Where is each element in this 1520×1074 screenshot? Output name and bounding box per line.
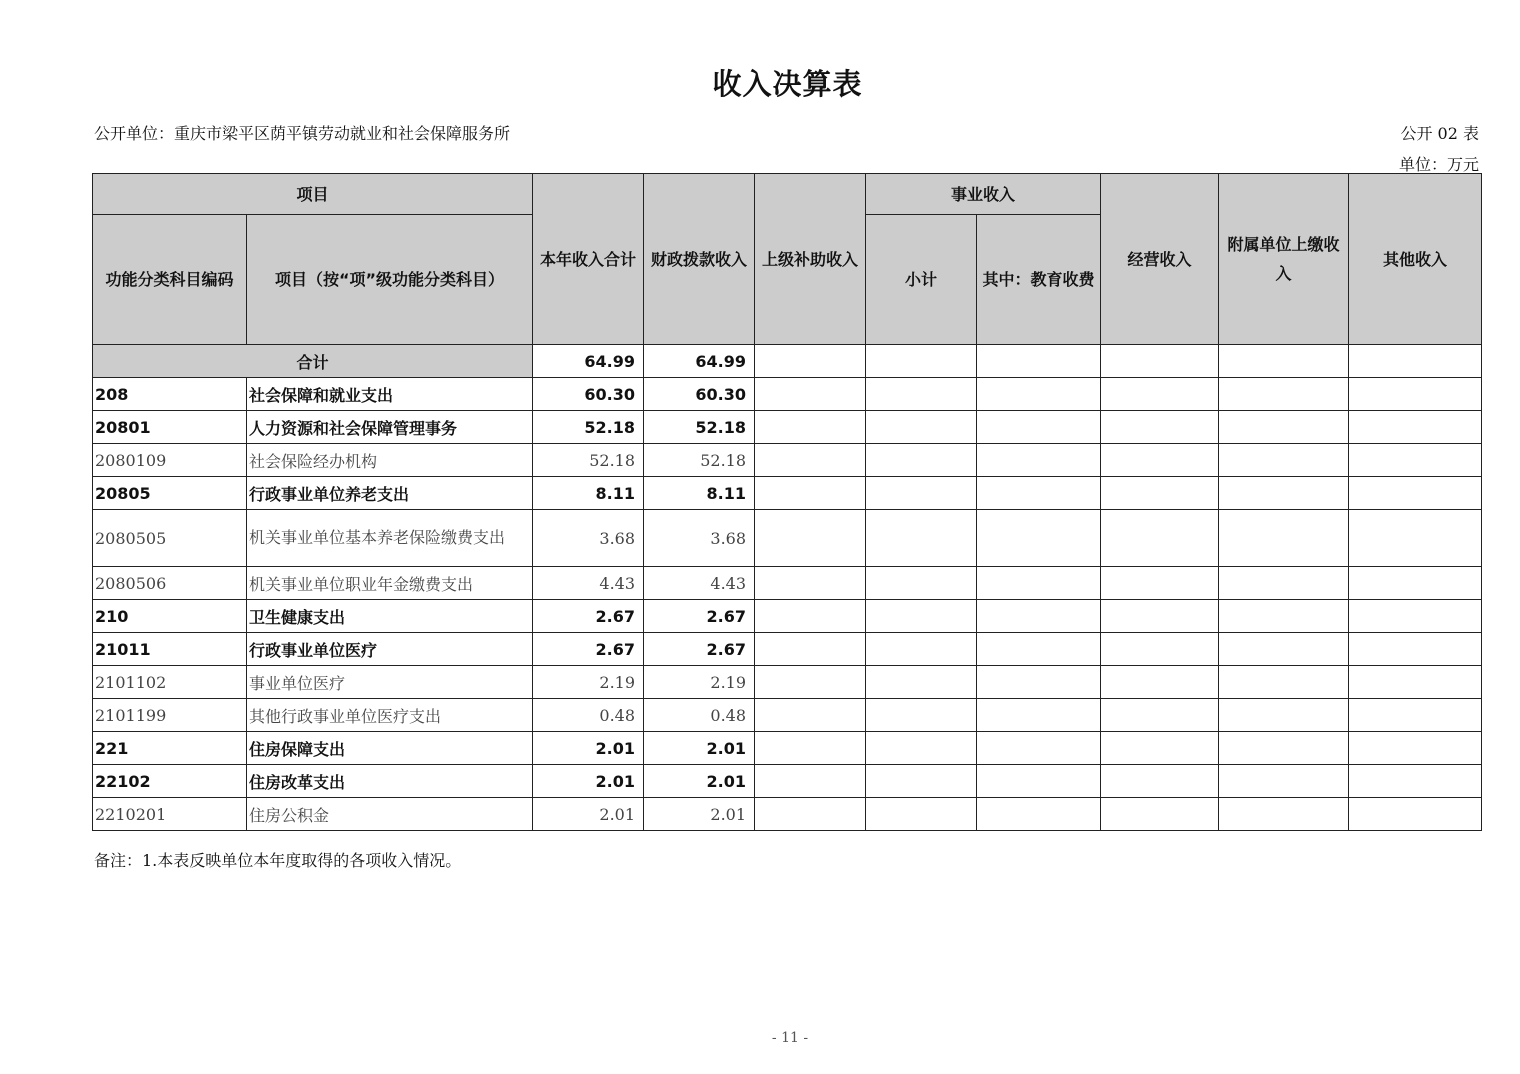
page-title: 收入决算表 (712, 67, 863, 101)
header-affiliate: 附属单位上缴收入 (1219, 174, 1349, 345)
table-row (93, 477, 1482, 510)
row-name: 行政事业单位养老支出 (247, 477, 533, 510)
row-code: 221 (93, 732, 247, 765)
row-name: 住房改革支出 (247, 765, 533, 798)
row-fiscal: 60.30 (644, 378, 755, 411)
table-row (93, 798, 1482, 831)
row-total: 2.67 (533, 633, 644, 666)
row-name: 住房公积金 (247, 798, 533, 831)
table-row (93, 567, 1482, 600)
row-total: 52.18 (533, 411, 644, 444)
row-name: 社会保险经办机构 (247, 444, 533, 477)
header-operating: 经营收入 (1101, 174, 1219, 345)
row-fiscal: 52.18 (644, 444, 755, 477)
total-total: 64.99 (533, 345, 644, 378)
row-fiscal: 4.43 (644, 567, 755, 600)
row-code: 2080505 (93, 510, 247, 567)
total-label: 合计 (93, 345, 533, 378)
row-fiscal: 2.67 (644, 633, 755, 666)
row-name: 人力资源和社会保障管理事务 (247, 411, 533, 444)
row-total: 2.01 (533, 732, 644, 765)
table-row (93, 765, 1482, 798)
table-row (93, 699, 1482, 732)
row-total: 8.11 (533, 477, 644, 510)
header-superior: 上级补助收入 (755, 174, 866, 345)
row-code: 2210201 (93, 798, 247, 831)
table-row (93, 732, 1482, 765)
row-name: 机关事业单位职业年金缴费支出 (247, 567, 533, 600)
row-name: 其他行政事业单位医疗支出 (247, 699, 533, 732)
row-name: 行政事业单位医疗 (247, 633, 533, 666)
table-row (93, 600, 1482, 633)
reporting-unit: 公开单位：重庆市梁平区荫平镇劳动就业和社会保障服务所 (94, 124, 511, 143)
row-fiscal: 2.01 (644, 732, 755, 765)
row-name: 事业单位医疗 (247, 666, 533, 699)
header-code: 功能分类科目编码 (93, 215, 247, 345)
row-total: 2.67 (533, 600, 644, 633)
header-project: 项目 (93, 174, 533, 215)
row-code: 2101102 (93, 666, 247, 699)
row-fiscal: 2.67 (644, 600, 755, 633)
row-total: 4.43 (533, 567, 644, 600)
row-code: 21011 (93, 633, 247, 666)
row-code: 2080109 (93, 444, 247, 477)
table-note: 备注：1.本表反映单位本年度取得的各项收入情况。 (94, 851, 462, 870)
row-fiscal: 52.18 (644, 411, 755, 444)
row-name: 卫生健康支出 (247, 600, 533, 633)
row-total: 2.19 (533, 666, 644, 699)
row-fiscal: 2.01 (644, 765, 755, 798)
header-education: 其中：教育收费 (977, 215, 1101, 345)
page-number: - 11 - (771, 1030, 809, 1046)
table-row (93, 444, 1482, 477)
header-total: 本年收入合计 (533, 174, 644, 345)
row-code: 2080506 (93, 567, 247, 600)
header-subtotal: 小计 (866, 215, 977, 345)
header-name: 项目（按“项”级功能分类科目） (247, 215, 533, 345)
row-fiscal: 8.11 (644, 477, 755, 510)
row-total: 2.01 (533, 765, 644, 798)
header-business: 事业收入 (866, 174, 1101, 215)
row-name: 住房保障支出 (247, 732, 533, 765)
form-number: 公开 02 表 (1400, 124, 1479, 143)
row-total: 52.18 (533, 444, 644, 477)
row-fiscal: 0.48 (644, 699, 755, 732)
row-fiscal: 2.01 (644, 798, 755, 831)
header-fiscal: 财政拨款收入 (644, 174, 755, 345)
table-row (93, 411, 1482, 444)
total-row (93, 345, 1482, 378)
total-fiscal: 64.99 (644, 345, 755, 378)
row-code: 20805 (93, 477, 247, 510)
table-row (93, 666, 1482, 699)
row-total: 3.68 (533, 510, 644, 567)
currency-unit: 单位：万元 (1398, 155, 1479, 174)
header-other: 其他收入 (1349, 174, 1482, 345)
row-fiscal: 2.19 (644, 666, 755, 699)
table-row (93, 633, 1482, 666)
row-code: 2101199 (93, 699, 247, 732)
row-name: 社会保障和就业支出 (247, 378, 533, 411)
row-total: 2.01 (533, 798, 644, 831)
row-code: 208 (93, 378, 247, 411)
row-total: 0.48 (533, 699, 644, 732)
row-total: 60.30 (533, 378, 644, 411)
row-name: 机关事业单位基本养老保险缴费支出 (247, 510, 533, 567)
form-info (1399, 118, 1479, 180)
row-fiscal: 3.68 (644, 510, 755, 567)
table-row (93, 378, 1482, 411)
income-table (92, 173, 1482, 831)
row-code: 22102 (93, 765, 247, 798)
row-code: 20801 (93, 411, 247, 444)
row-code: 210 (93, 600, 247, 633)
table-row (93, 510, 1482, 567)
